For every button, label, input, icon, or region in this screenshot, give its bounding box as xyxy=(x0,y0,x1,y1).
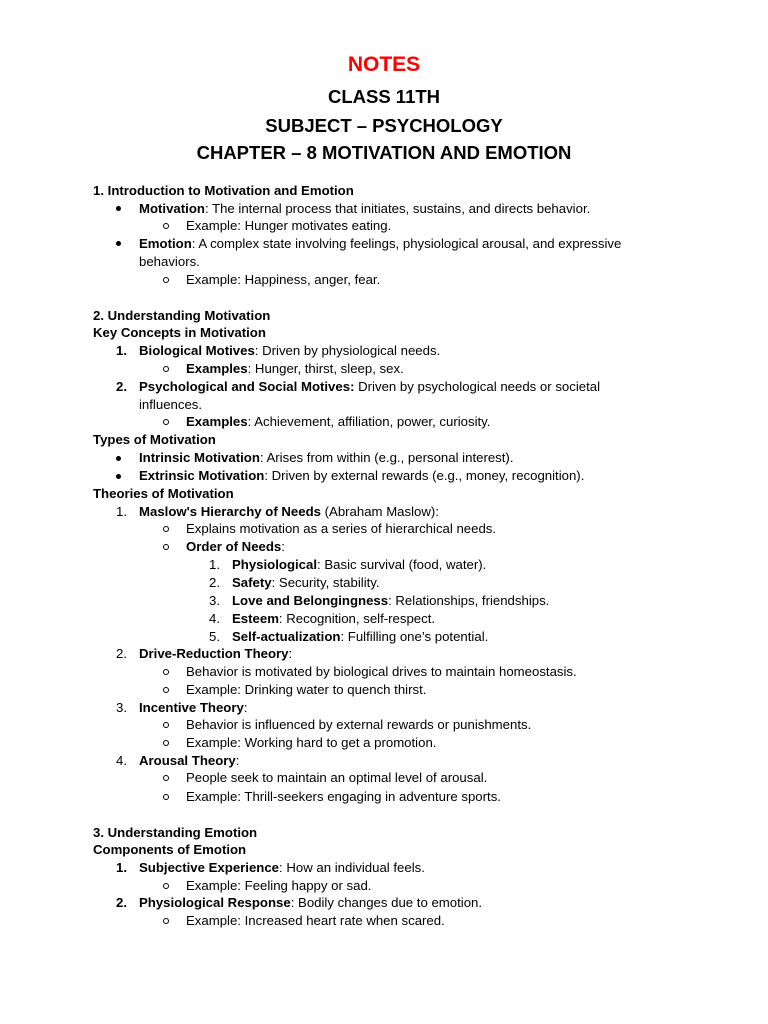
intrinsic-motivation-item xyxy=(139,450,513,466)
order-of-needs xyxy=(186,539,285,555)
extrinsic-definition: : Driven by external rewards (e.g., money, recognition). xyxy=(264,468,585,483)
circle-bullet-icon xyxy=(163,526,169,532)
drive-reduction-term: Drive-Reduction Theory xyxy=(139,646,289,661)
colon: : xyxy=(235,753,240,768)
types-of-motivation-heading: Types of Motivation xyxy=(93,432,216,447)
list-number: 4. xyxy=(116,753,127,768)
incentive-theory-point: Behavior is influenced by external rewards or punishments. xyxy=(186,717,532,732)
examples-term: Examples xyxy=(186,361,248,376)
need-number: 5. xyxy=(209,629,220,644)
need-definition: : Fulfilling one’s potential. xyxy=(340,629,489,644)
need-definition: : Recognition, self-respect. xyxy=(278,611,436,626)
circle-bullet-icon xyxy=(163,419,169,425)
drive-reduction-example: Example: Drinking water to quench thirst. xyxy=(186,682,427,697)
need-item xyxy=(232,611,435,627)
emotion-definition: : A complex state involving feelings, physiological arousal, and expressive xyxy=(191,236,622,251)
psych-social-motives-item xyxy=(139,379,600,395)
biological-motives-definition: : Driven by physiological needs. xyxy=(254,343,441,358)
list-number: 1. xyxy=(116,504,127,519)
motivation-definition: : The internal process that initiates, sustains, and directs behavior. xyxy=(204,201,591,216)
need-number: 2. xyxy=(209,575,220,590)
extrinsic-term: Extrinsic Motivation xyxy=(139,468,265,483)
section-1-heading: 1. Introduction to Motivation and Emotion xyxy=(93,183,354,198)
colon: : xyxy=(288,646,293,661)
motivation-example: Example: Hunger motivates eating. xyxy=(186,218,392,233)
list-number: 2. xyxy=(116,895,127,910)
need-term: Love and Belongingness xyxy=(232,593,389,608)
bullet-icon xyxy=(116,474,121,479)
maslow-term: Maslow's Hierarchy of Needs xyxy=(139,504,321,519)
arousal-theory-term: Arousal Theory xyxy=(139,753,236,768)
section-3-heading: 3. Understanding Emotion xyxy=(93,825,258,840)
physiological-response-example: Example: Increased heart rate when scared. xyxy=(186,913,445,928)
notes-title: NOTES xyxy=(347,53,421,76)
list-number: 1. xyxy=(116,860,127,875)
components-of-emotion-heading: Components of Emotion xyxy=(93,842,247,857)
maslow-author: (Abraham Maslow): xyxy=(320,504,439,519)
colon: : xyxy=(243,700,248,715)
emotion-item xyxy=(139,236,621,252)
examples-text: : Hunger, thirst, sleep, sex. xyxy=(247,361,404,376)
circle-bullet-icon xyxy=(163,883,169,889)
psych-social-motives-term: Psychological and Social Motives: xyxy=(139,379,355,394)
incentive-theory-item xyxy=(139,700,247,716)
physiological-response-term: Physiological Response xyxy=(139,895,291,910)
list-number: 2. xyxy=(116,379,127,394)
list-number: 2. xyxy=(116,646,127,661)
class-title: CLASS 11TH xyxy=(327,86,441,107)
list-number: 3. xyxy=(116,700,127,715)
subject-title: SUBJECT – PSYCHOLOGY xyxy=(265,115,503,136)
circle-bullet-icon xyxy=(163,366,169,372)
circle-bullet-icon xyxy=(163,794,169,800)
examples-term: Examples xyxy=(186,414,248,429)
theories-of-motivation-heading: Theories of Motivation xyxy=(93,486,234,501)
examples-text: : Achievement, affiliation, power, curiosity. xyxy=(247,414,491,429)
subjective-experience-definition: : How an individual feels. xyxy=(279,860,425,875)
need-number: 1. xyxy=(209,557,220,572)
drive-reduction-item xyxy=(139,646,292,662)
arousal-theory-example: Example: Thrill-seekers engaging in adventure sports. xyxy=(186,789,501,804)
need-number: 3. xyxy=(209,593,220,608)
circle-bullet-icon xyxy=(163,740,169,746)
subjective-experience-term: Subjective Experience xyxy=(139,860,280,875)
maslow-item xyxy=(139,504,439,520)
need-number: 4. xyxy=(209,611,220,626)
maslow-explanation: Explains motivation as a series of hierarchical needs. xyxy=(186,521,497,536)
psych-social-motives-definition-cont: influences. xyxy=(139,397,203,412)
need-item xyxy=(232,557,486,573)
biological-examples xyxy=(186,361,404,377)
bullet-icon xyxy=(116,456,121,461)
need-term: Physiological xyxy=(232,557,318,572)
arousal-theory-point: People seek to maintain an optimal level of arousal. xyxy=(186,770,488,785)
need-term: Esteem xyxy=(232,611,279,626)
emotion-term: Emotion xyxy=(139,236,192,251)
biological-motives-term: Biological Motives xyxy=(139,343,255,358)
need-term: Self-actualization xyxy=(232,629,341,644)
biological-motives-item xyxy=(139,343,440,359)
incentive-theory-term: Incentive Theory xyxy=(139,700,244,715)
circle-bullet-icon xyxy=(163,277,169,283)
intrinsic-definition: : Arises from within (e.g., personal interest). xyxy=(259,450,514,465)
psych-social-motives-definition: Driven by psychological needs or societal xyxy=(354,379,601,394)
list-number: 1. xyxy=(116,343,127,358)
circle-bullet-icon xyxy=(163,544,169,550)
need-definition: : Basic survival (food, water). xyxy=(317,557,487,572)
section-2-heading: 2. Understanding Motivation xyxy=(93,308,271,323)
need-item xyxy=(232,593,549,609)
physiological-response-definition: : Bodily changes due to emotion. xyxy=(290,895,483,910)
extrinsic-motivation-item xyxy=(139,468,584,484)
emotion-definition-cont: behaviors. xyxy=(139,254,200,269)
circle-bullet-icon xyxy=(163,223,169,229)
physiological-response-item xyxy=(139,895,482,911)
colon: : xyxy=(281,539,285,554)
subjective-experience-item xyxy=(139,860,425,876)
drive-reduction-point: Behavior is motivated by biological drives to maintain homeostasis. xyxy=(186,664,577,679)
need-item xyxy=(232,575,380,591)
incentive-theory-example: Example: Working hard to get a promotion. xyxy=(186,735,437,750)
emotion-example: Example: Happiness, anger, fear. xyxy=(186,272,381,287)
circle-bullet-icon xyxy=(163,669,169,675)
chapter-title: CHAPTER – 8 MOTIVATION AND EMOTION xyxy=(196,142,572,163)
motivation-item xyxy=(139,201,590,217)
order-of-needs-term: Order of Needs xyxy=(186,539,282,554)
circle-bullet-icon xyxy=(163,687,169,693)
need-term: Safety xyxy=(232,575,272,590)
need-item xyxy=(232,629,488,645)
intrinsic-term: Intrinsic Motivation xyxy=(139,450,260,465)
bullet-icon xyxy=(116,206,121,211)
psych-social-examples xyxy=(186,414,490,430)
circle-bullet-icon xyxy=(163,918,169,924)
motivation-term: Motivation xyxy=(139,201,205,216)
key-concepts-heading: Key Concepts in Motivation xyxy=(93,325,266,340)
need-definition: : Security, stability. xyxy=(271,575,380,590)
circle-bullet-icon xyxy=(163,722,169,728)
bullet-icon xyxy=(116,241,121,246)
subjective-experience-example: Example: Feeling happy or sad. xyxy=(186,878,372,893)
arousal-theory-item xyxy=(139,753,239,769)
circle-bullet-icon xyxy=(163,775,169,781)
need-definition: : Relationships, friendships. xyxy=(388,593,550,608)
